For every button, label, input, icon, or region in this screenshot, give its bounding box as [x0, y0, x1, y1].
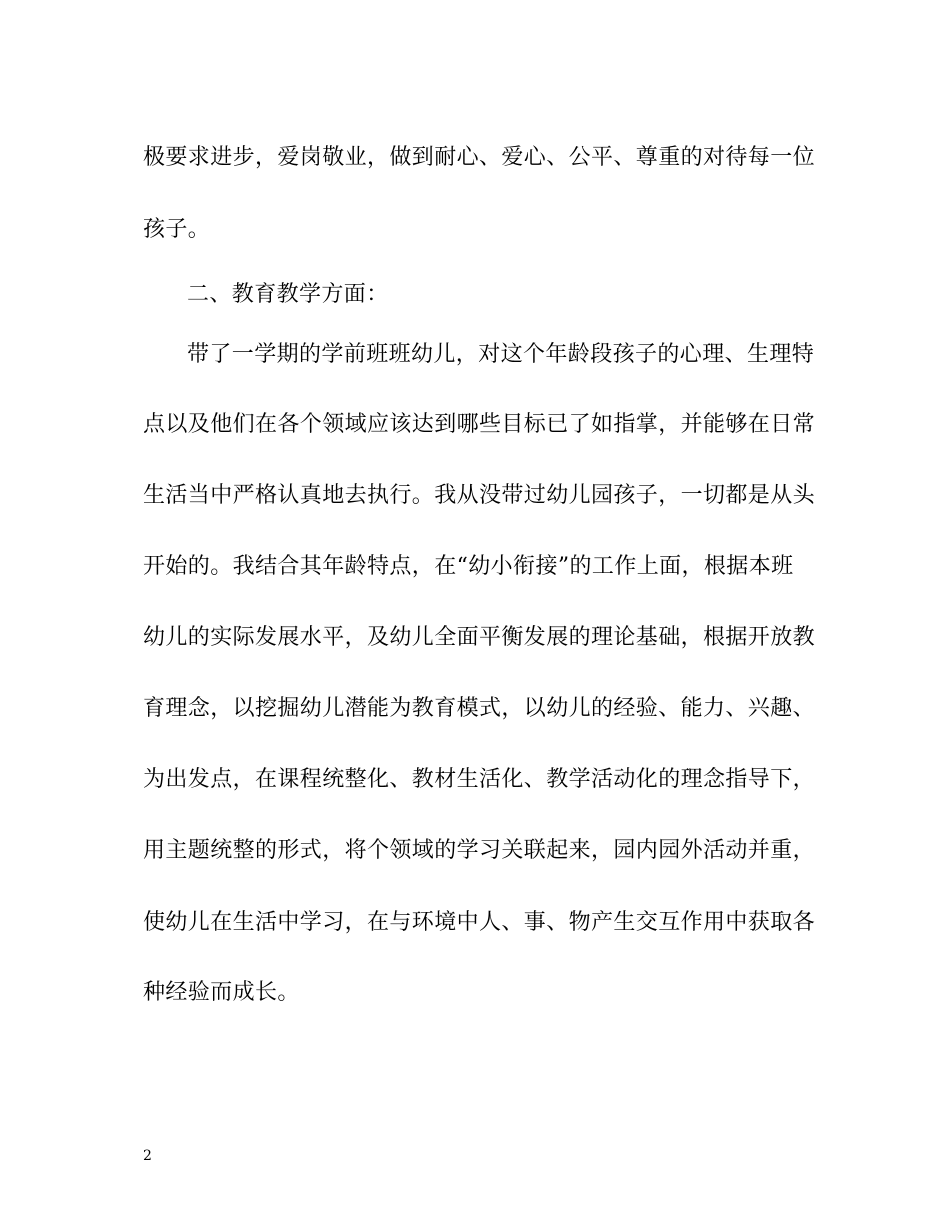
paragraph-line-10: 用主题统整的形式，将个领域的学习关联起来，园内园外活动并重，: [143, 838, 816, 863]
section-heading: 二、教育教学方面：: [187, 282, 389, 307]
paragraph-line-1: 极要求进步，爱岗敬业，做到耐心、爱心、公平、尊重的对待每一位: [143, 145, 816, 170]
paragraph-line-4: 点以及他们在各个领域应该达到哪些目标已了如指掌，并能够在日常: [143, 412, 816, 437]
page-number: 2: [143, 1148, 152, 1164]
paragraph-line-11: 使幼儿在生活中学习，在与环境中人、事、物产生交互作用中获取各: [143, 910, 816, 935]
paragraph-line-5: 生活当中严格认真地去执行。我从没带过幼儿园孩子，一切都是从头: [143, 483, 816, 508]
paragraph-line-3: 带了一学期的学前班班幼儿，对这个年龄段孩子的心理、生理特: [187, 342, 815, 367]
paragraph-line-2: 孩子。: [143, 217, 211, 242]
paragraph-line-7: 幼儿的实际发展水平，及幼儿全面平衡发展的理论基础，根据开放教: [143, 625, 816, 650]
paragraph-line-12: 种经验而成长。: [143, 980, 300, 1005]
paragraph-line-8: 育理念，以挖掘幼儿潜能为教育模式，以幼儿的经验、能力、兴趣、: [143, 696, 816, 721]
paragraph-line-6: 开始的。我结合其年龄特点，在“幼小衔接”的工作上面，根据本班: [143, 554, 794, 579]
paragraph-line-9: 为出发点，在课程统整化、教材生活化、教学活动化的理念指导下，: [143, 767, 816, 792]
